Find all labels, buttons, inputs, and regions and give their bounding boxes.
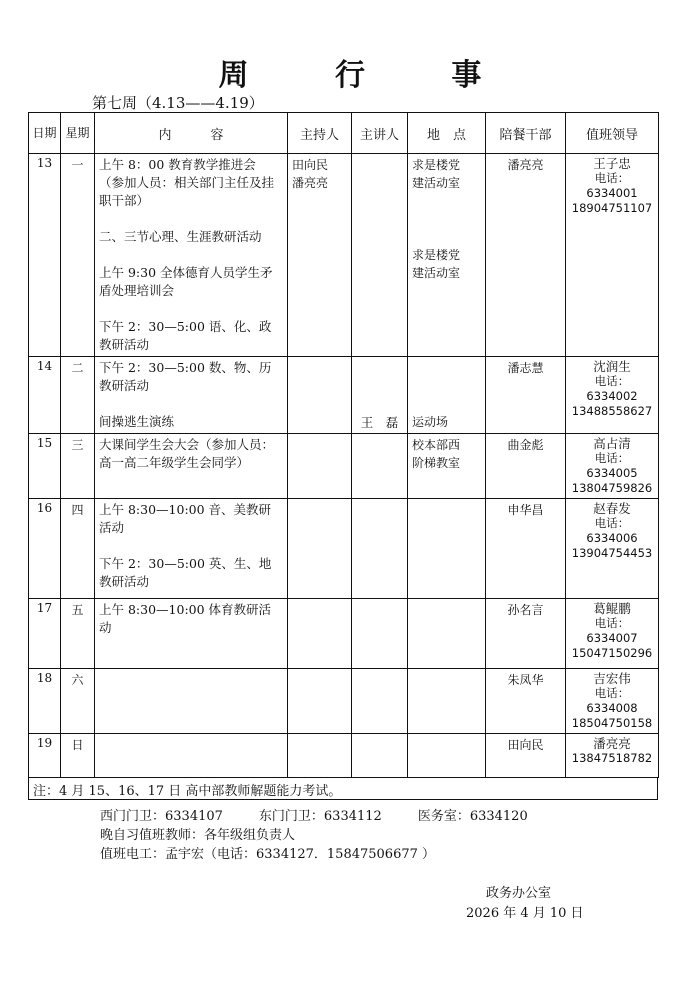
speaker-cell xyxy=(352,734,408,778)
duty-leader-phone: 电话：6334008 xyxy=(586,686,638,715)
duty-leader-phone: 电话：6334002 xyxy=(586,374,638,403)
duty-cell xyxy=(566,434,659,499)
content-cell xyxy=(95,669,288,734)
companion-cell: 朱凤华 xyxy=(486,669,566,734)
table-row xyxy=(29,599,659,669)
table-row xyxy=(29,357,659,434)
duty-leader-name: 潘亮亮 xyxy=(593,736,631,751)
weekday-cell: 一 xyxy=(61,154,95,357)
header-duty: 值班领导 xyxy=(566,113,659,154)
west-gate-phone: 西门门卫：6334107 xyxy=(100,809,223,824)
host-cell xyxy=(288,734,352,778)
electrician-info: 值班电工：孟宇宏（电话：6334127．15847506677 ） xyxy=(100,847,436,862)
host-cell xyxy=(288,154,352,357)
content-cell xyxy=(95,154,288,357)
content-text: 大课间学生会大会（参加人员：高一高二年级学生会同学） xyxy=(99,437,275,470)
speaker-cell xyxy=(352,434,408,499)
issue-date: 2026 年 4 月 10 日 xyxy=(466,906,584,921)
weekday-cell: 日 xyxy=(61,734,95,778)
place-cell xyxy=(408,154,486,357)
weekday-cell: 三 xyxy=(61,434,95,499)
duty-leader-phone: 电话：6334005 xyxy=(586,451,638,480)
date-cell: 13 xyxy=(29,154,61,357)
content-cell xyxy=(95,599,288,669)
companion-cell: 潘志慧 xyxy=(486,357,566,434)
duty-leader-mobile: 18504750158 xyxy=(571,716,653,730)
companion-cell: 曲金彪 xyxy=(486,434,566,499)
date-cell: 17 xyxy=(29,599,61,669)
duty-cell xyxy=(566,734,659,778)
content-text: 下午 2：30—5:00 数、物、历教研活动 间操逃生演练 xyxy=(99,360,272,429)
issuing-office: 政务办公室 xyxy=(486,886,552,901)
host-cell xyxy=(288,357,352,434)
content-text: 上午 8:30—10:00 音、美教研活动 下午 2：30—5:00 英、生、地教研活动 xyxy=(99,502,272,589)
duty-leader-name: 高占清 xyxy=(593,436,631,451)
schedule-table xyxy=(28,112,659,778)
table-row xyxy=(29,434,659,499)
companion-cell: 潘亮亮 xyxy=(486,154,566,357)
duty-cell xyxy=(566,599,659,669)
table-row xyxy=(29,669,659,734)
clinic-phone: 医务室：6334120 xyxy=(417,809,528,824)
header-companion: 陪餐干部 xyxy=(486,113,566,154)
duty-leader-phone: 电话：6334007 xyxy=(586,616,638,645)
companion-cell: 申华昌 xyxy=(486,499,566,599)
speaker-cell: 王 磊 xyxy=(352,357,408,434)
east-gate-phone: 东门门卫：6334112 xyxy=(258,809,382,824)
gate-contacts xyxy=(100,805,528,824)
header-date: 日期 xyxy=(29,113,61,154)
duty-leader-name: 葛鲲鹏 xyxy=(593,601,631,616)
duty-leader-phone: 电话：6334006 xyxy=(586,516,638,545)
place-cell xyxy=(408,599,486,669)
duty-leader-mobile: 13847518782 xyxy=(571,751,653,765)
evening-study-info: 晚自习值班教师：各年级组负责人 xyxy=(100,828,296,843)
duty-cell xyxy=(566,499,659,599)
duty-leader-mobile: 18904751107 xyxy=(571,201,653,215)
companion-cell: 田向民 xyxy=(486,734,566,778)
duty-leader-name: 沈润生 xyxy=(593,359,631,374)
duty-leader-mobile: 13488558627 xyxy=(571,404,653,418)
place-cell xyxy=(408,357,486,434)
place-text: 求是楼党 建活动室 求是楼党 建活动室 xyxy=(412,158,461,280)
weekday-cell: 五 xyxy=(61,599,95,669)
place-cell xyxy=(408,669,486,734)
companion-cell: 孙名言 xyxy=(486,599,566,669)
header-weekday: 星期 xyxy=(61,113,95,154)
host-cell xyxy=(288,499,352,599)
date-cell: 16 xyxy=(29,499,61,599)
content-cell xyxy=(95,434,288,499)
duty-leader-mobile: 13904754453 xyxy=(571,546,653,560)
weekday-cell: 六 xyxy=(61,669,95,734)
duty-leader-phone: 电话：6334001 xyxy=(586,171,638,200)
duty-cell xyxy=(566,669,659,734)
speaker-cell xyxy=(352,154,408,357)
duty-leader-name: 吉宏伟 xyxy=(593,671,631,686)
host-cell xyxy=(288,599,352,669)
speaker-cell xyxy=(352,499,408,599)
speaker-cell xyxy=(352,599,408,669)
duty-leader-mobile: 15047150296 xyxy=(571,646,653,660)
duty-cell xyxy=(566,154,659,357)
date-cell: 18 xyxy=(29,669,61,734)
place-cell xyxy=(408,499,486,599)
duty-leader-name: 赵春发 xyxy=(593,501,631,516)
date-cell: 14 xyxy=(29,357,61,434)
header-speaker: 主讲人 xyxy=(352,113,408,154)
table-row xyxy=(29,154,659,357)
date-cell: 15 xyxy=(29,434,61,499)
header-host: 主持人 xyxy=(288,113,352,154)
header-content: 内 容 xyxy=(95,113,288,154)
weekday-cell: 四 xyxy=(61,499,95,599)
duty-leader-name: 王子忠 xyxy=(593,156,631,171)
date-cell: 19 xyxy=(29,734,61,778)
content-cell xyxy=(95,499,288,599)
speaker-cell xyxy=(352,669,408,734)
content-text: 上午 8：00 教育教学推进会 （参加人员：相关部门主任及挂职干部） 二、三节心理、生涯教研活动 上午 9:30 全体德育人员学生矛盾处理培训会 下午 2：30—5:00 语、化、政教研活动 xyxy=(99,157,275,352)
host-text: 田向民 潘亮亮 xyxy=(292,158,329,190)
table-row xyxy=(29,499,659,599)
host-cell xyxy=(288,669,352,734)
place-text: 校本部西 阶梯教室 xyxy=(412,438,461,470)
place-text: 运动场 xyxy=(412,415,449,429)
header-place: 地 点 xyxy=(408,113,486,154)
week-label: 第七周（4.13——4.19） xyxy=(92,94,264,112)
place-cell xyxy=(408,434,486,499)
duty-cell xyxy=(566,357,659,434)
weekday-cell: 二 xyxy=(61,357,95,434)
host-cell xyxy=(288,434,352,499)
content-cell xyxy=(95,357,288,434)
place-cell xyxy=(408,734,486,778)
page-title: 周 行 事 xyxy=(218,58,520,93)
content-text: 上午 8:30—10:00 体育教研活动 xyxy=(99,602,272,635)
table-header-row xyxy=(29,113,659,154)
content-cell xyxy=(95,734,288,778)
note-row: 注：4 月 15、16、17 日 高中部教师解题能力考试。 xyxy=(28,778,658,800)
duty-leader-mobile: 13804759826 xyxy=(571,481,653,495)
table-row xyxy=(29,734,659,778)
